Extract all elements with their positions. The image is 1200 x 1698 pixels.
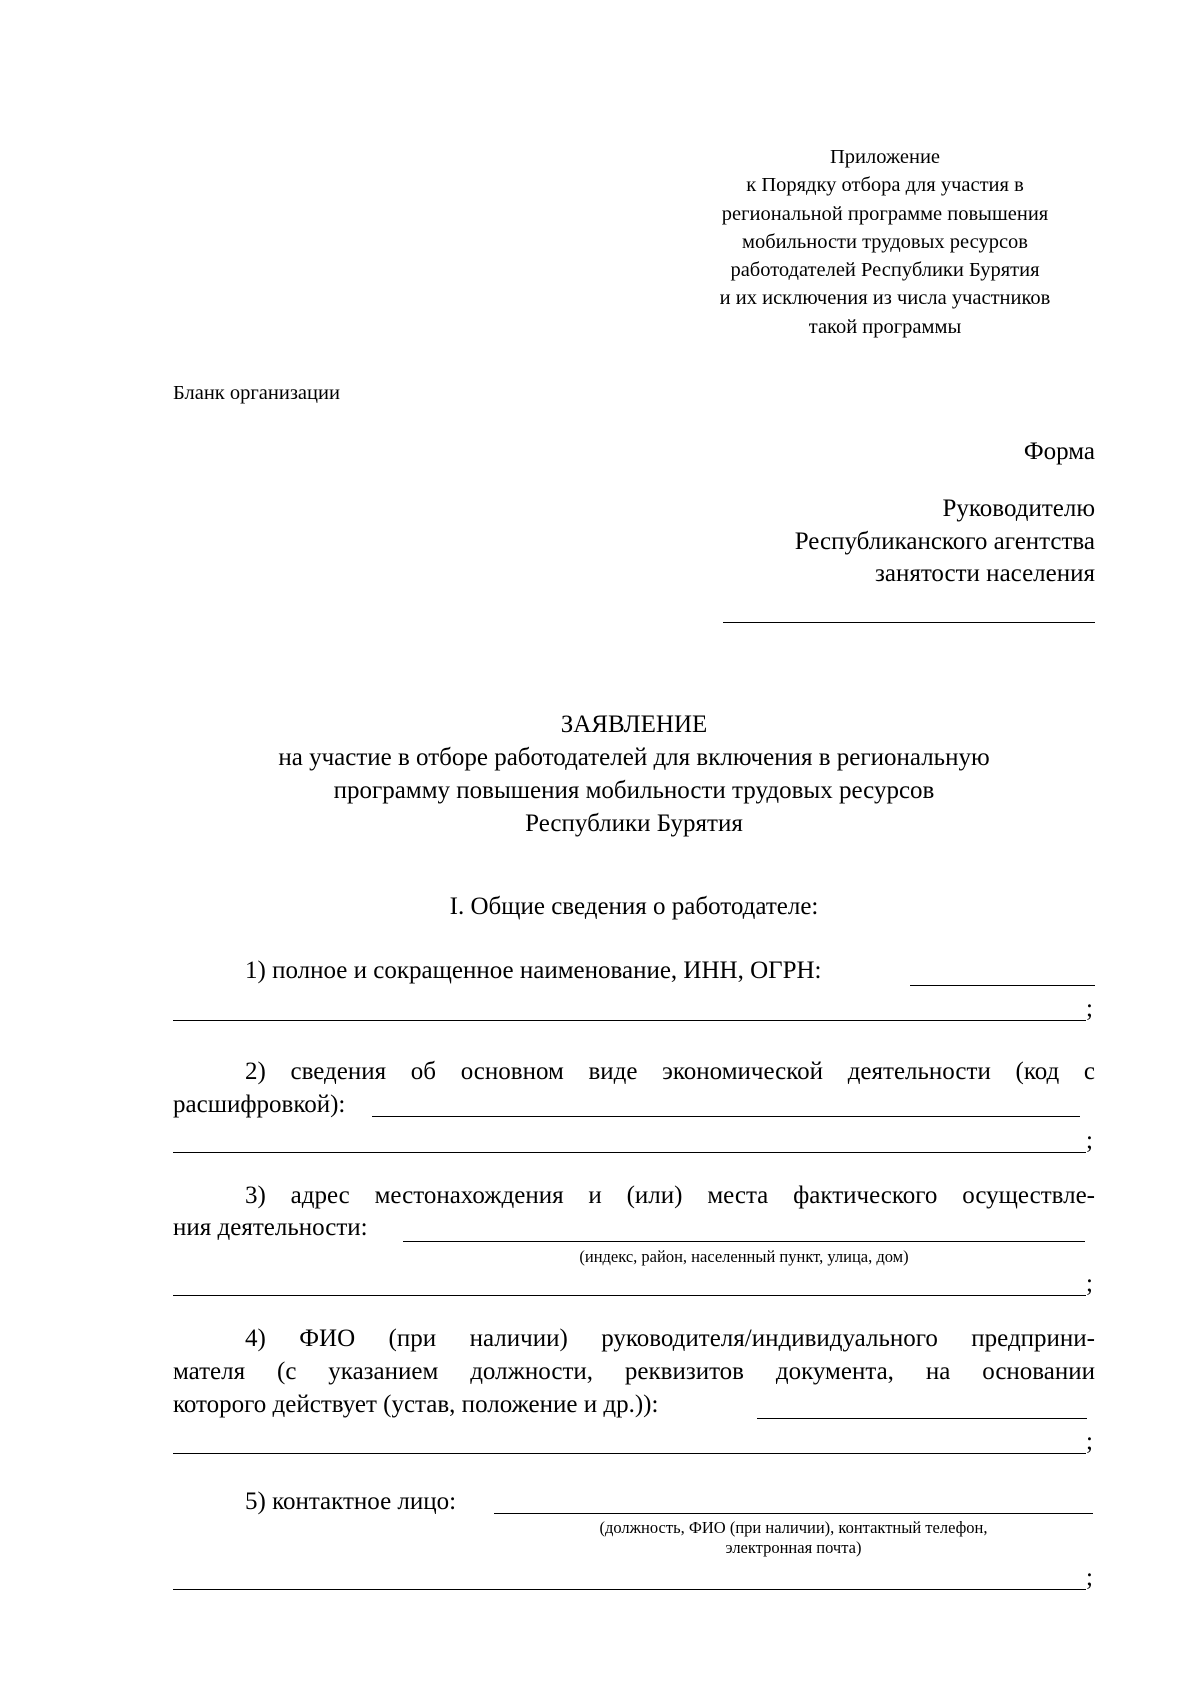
appendix-line: к Порядку отбора для участия в — [746, 174, 1024, 197]
item-3-field[interactable] — [173, 1295, 1086, 1296]
item-3-line-1: 3) адрес местонахождения и (или) места фактического осуществле- — [245, 1182, 1095, 1209]
appendix-line: Приложение — [829, 146, 941, 168]
organization-letterhead-label: Бланк организации — [173, 382, 340, 404]
item-4-field-inline[interactable] — [757, 1418, 1087, 1419]
item-3-field-inline[interactable] — [403, 1241, 1085, 1242]
addressee-line: Руководителю — [942, 495, 1095, 522]
appendix-line: и их исключения из числа участников — [719, 287, 1051, 310]
appendix-line: региональной программе повышения — [721, 202, 1049, 225]
appendix-line: такой программы — [808, 315, 962, 338]
item-1-label: 1) полное и сокращенное наименование, ИНН, ОГРН: — [245, 957, 822, 984]
item-3-hint: (индекс, район, населенный пункт, улица, дом) — [579, 1247, 909, 1266]
addressee-name-field[interactable] — [723, 622, 1095, 623]
appendix-block — [680, 143, 1090, 341]
item-1-field[interactable] — [173, 1020, 1086, 1021]
item-1-terminator: ; — [1086, 995, 1093, 1022]
appendix-line: работодателей Республики Бурятия — [730, 259, 1040, 282]
item-2-line-2: расшифровкой): — [173, 1091, 346, 1118]
item-4-line-3: которого действует (устав, положение и др.)): — [173, 1391, 659, 1418]
document-title — [173, 708, 1095, 840]
addressee-line: занятости населения — [874, 560, 1095, 587]
item-4-line-2: мателя (с указанием должности, реквизитов документа, на основании — [173, 1358, 1095, 1385]
item-3-line-2: ния деятельности: — [173, 1214, 368, 1241]
title-line: Республики Бурятия — [525, 810, 743, 837]
form-label: Форма — [1023, 438, 1095, 465]
item-2-field[interactable] — [173, 1152, 1086, 1153]
item-2-field-inline[interactable] — [372, 1116, 1080, 1117]
item-4-terminator: ; — [1086, 1428, 1093, 1455]
item-1-field-inline[interactable] — [910, 985, 1095, 986]
item-2-line-1: 2) сведения об основном виде экономической деятельности (код с — [245, 1058, 1095, 1085]
item-5-hint-line-1: (должность, ФИО (при наличии), контактный телефон, — [599, 1518, 988, 1537]
item-4-line-1: 4) ФИО (при наличии) руководителя/индивидуального предприни- — [245, 1325, 1095, 1352]
item-5-field[interactable] — [173, 1589, 1086, 1590]
addressee-line: Республиканского агентства — [794, 527, 1095, 555]
item-5-terminator: ; — [1086, 1564, 1093, 1591]
item-5-label: 5) контактное лицо: — [245, 1488, 457, 1515]
title-line: на участие в отборе работодателей для включения в региональную — [278, 744, 990, 771]
item-2-terminator: ; — [1086, 1127, 1093, 1154]
title-line: программу повышения мобильности трудовых ресурсов — [333, 777, 935, 804]
item-5-field-inline[interactable] — [494, 1513, 1093, 1514]
section-heading: I. Общие сведения о работодателе: — [449, 893, 819, 920]
title-heading: ЗАЯВЛЕНИЕ — [560, 711, 708, 738]
item-5-hint-line-2: электронная почта) — [725, 1538, 862, 1557]
addressee-block — [795, 493, 1095, 591]
item-4-field[interactable] — [173, 1453, 1086, 1454]
item-3-terminator: ; — [1086, 1270, 1093, 1297]
appendix-line: мобильности трудовых ресурсов — [742, 230, 1028, 253]
